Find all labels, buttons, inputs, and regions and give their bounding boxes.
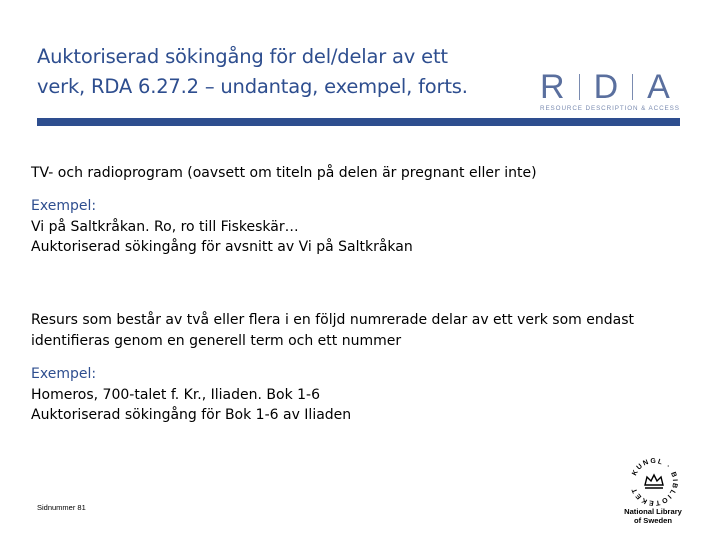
slide-number: Sidnummer 81 <box>37 503 86 512</box>
section-numbered-parts-example <box>31 364 351 426</box>
rda-logo-letter-d: D <box>593 68 619 106</box>
rule-text-line: identifieras genom en generell term och ett nummer <box>31 332 402 349</box>
rda-logo-tagline: RESOURCE DESCRIPTION & ACCESS <box>540 105 680 112</box>
rule-text: TV- och radioprogram (oavsett om titeln på delen är pregnant eller inte) <box>31 165 537 181</box>
example-label: Exempel: <box>31 198 97 214</box>
rda-logo-divider <box>632 74 633 100</box>
example-line: Auktoriserad sökingång för Bok 1-6 av Iliaden <box>31 407 352 423</box>
crown-icon <box>645 475 663 488</box>
logo-caption <box>616 507 690 525</box>
logo-caption-line: of Sweden <box>634 516 672 525</box>
rda-logo-letter-r: R <box>540 68 565 106</box>
rda-logo <box>540 68 680 112</box>
logo-caption-line: National Library <box>624 507 682 516</box>
section-tv-radio-example <box>31 196 413 258</box>
rda-logo-letter-a: A <box>647 68 670 106</box>
rule-text-line: Resurs som består av två eller flera i en följd numrerade delar av ett verk som endast <box>31 312 634 328</box>
example-label: Exempel: <box>31 366 97 382</box>
example-line: Vi på Saltkråkan. Ro, ro till Fiskeskär… <box>31 218 299 235</box>
section-numbered-parts-rule <box>31 310 634 351</box>
slide-title-line-2: verk, RDA 6.27.2 – undantag, exempel, forts. <box>37 75 468 98</box>
slide-title <box>37 42 507 102</box>
logo-ring-text: KUNGL · BIBLIOTEKET <box>630 457 679 507</box>
title-divider-bar <box>37 118 680 126</box>
svg-text:KUNGL · BIBLIOTEKET <box>631 458 678 506</box>
example-line: Auktoriserad sökingång för avsnitt av Vi på Saltkråkan <box>31 239 413 255</box>
section-tv-radio-rule <box>31 163 537 184</box>
slide-title-line-1: Auktoriserad sökingång för del/delar av ett <box>37 45 448 68</box>
example-line: Homeros, 700-talet f. Kr., Iliaden. Bok 1-6 <box>31 386 321 403</box>
rda-logo-divider <box>579 74 580 100</box>
